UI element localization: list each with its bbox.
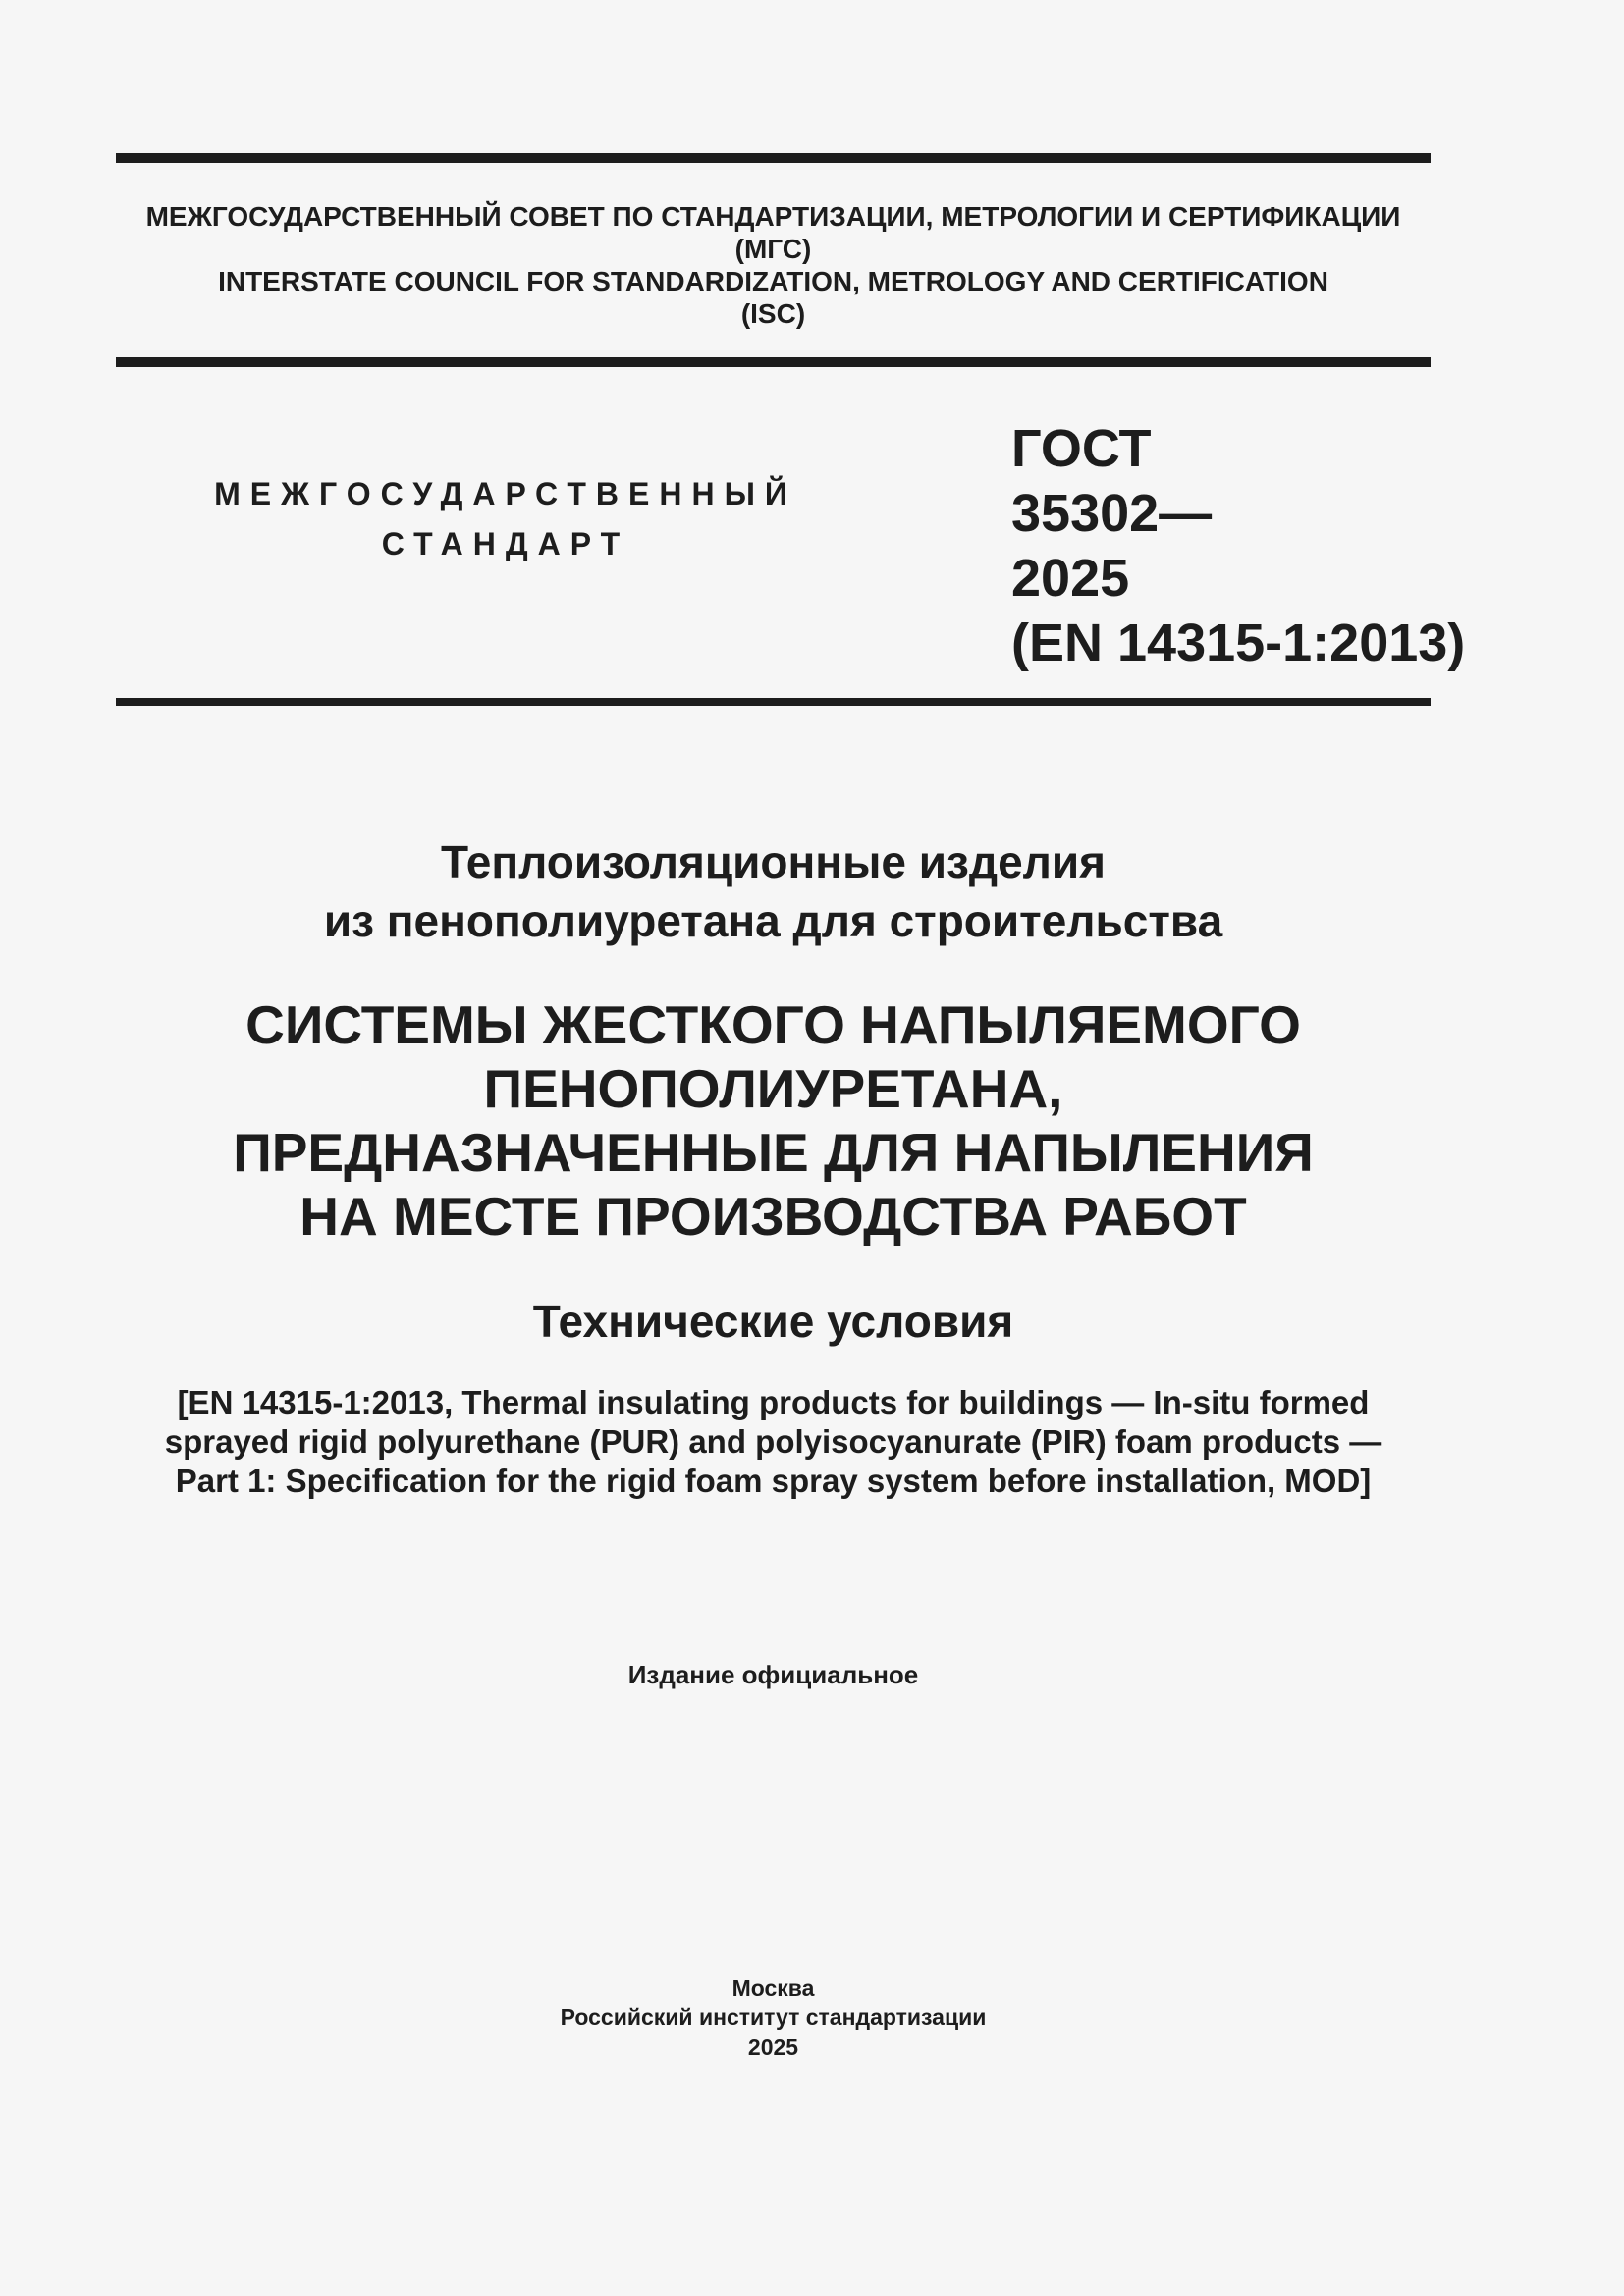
standard-kind-line1: МЕЖГОСУДАРСТВЕННЫЙ [214,476,797,511]
en-title-line3: Part 1: Specification for the rigid foam spray system before installation, MOD] [175,1463,1372,1499]
imprint-publisher: Российский институт стандартизации [560,2004,987,2030]
top-rule [116,153,1431,163]
standard-kind [147,469,864,569]
title-line3: ПРЕДНАЗНАЧЕННЫЕ ДЛЯ НАПЫЛЕНИЯ [233,1122,1314,1183]
gost-en-reference: (EN 14315-1:2013) [1011,614,1466,672]
council-header [116,200,1431,330]
council-en-name: INTERSTATE COUNCIL FOR STANDARDIZATION, METROLOGY AND CERTIFICATION [218,266,1328,296]
council-en-abbr: (ISC) [740,298,806,329]
edition-note: Издание официальное [627,1660,919,1689]
designation-rule [116,698,1431,706]
header-rule [116,357,1431,367]
imprint-year: 2025 [747,2034,799,2059]
gost-label: ГОСТ [1011,419,1152,478]
subtitle-line2: из пенополиуретана для строительства [323,895,1223,946]
title-line2: ПЕНОПОЛИУРЕТАНА, [483,1058,1063,1119]
en-reference-title [116,1383,1431,1501]
document-subtitle [116,832,1431,950]
imprint [116,1973,1431,2061]
imprint-city: Москва [731,1975,815,2001]
title-line1: СИСТЕМЫ ЖЕСТКОГО НАПЫЛЯЕМОГО [245,994,1301,1055]
document-title [116,993,1431,1249]
specification-type: Технические условия [532,1296,1014,1347]
subtitle-line1: Теплоизоляционные изделия [440,836,1107,887]
standard-kind-line2: СТАНДАРТ [381,526,630,561]
gost-year: 2025 [1011,549,1130,608]
en-title-line1: [EN 14315-1:2013, Thermal insulating products for buildings — In-situ formed [177,1384,1370,1420]
gost-number: 35302— [1011,484,1213,543]
gost-designation [1011,416,1465,675]
title-line4: НА МЕСТЕ ПРОИЗВОДСТВА РАБОТ [299,1186,1247,1247]
council-ru-name: МЕЖГОСУДАРСТВЕННЫЙ СОВЕТ ПО СТАНДАРТИЗАЦИИ, МЕТРОЛОГИИ И СЕРТИФИКАЦИИ [145,201,1401,232]
en-title-line2: sprayed rigid polyurethane (PUR) and polyisocyanurate (PIR) foam products — [164,1423,1382,1460]
council-ru-abbr: (МГС) [734,234,812,264]
